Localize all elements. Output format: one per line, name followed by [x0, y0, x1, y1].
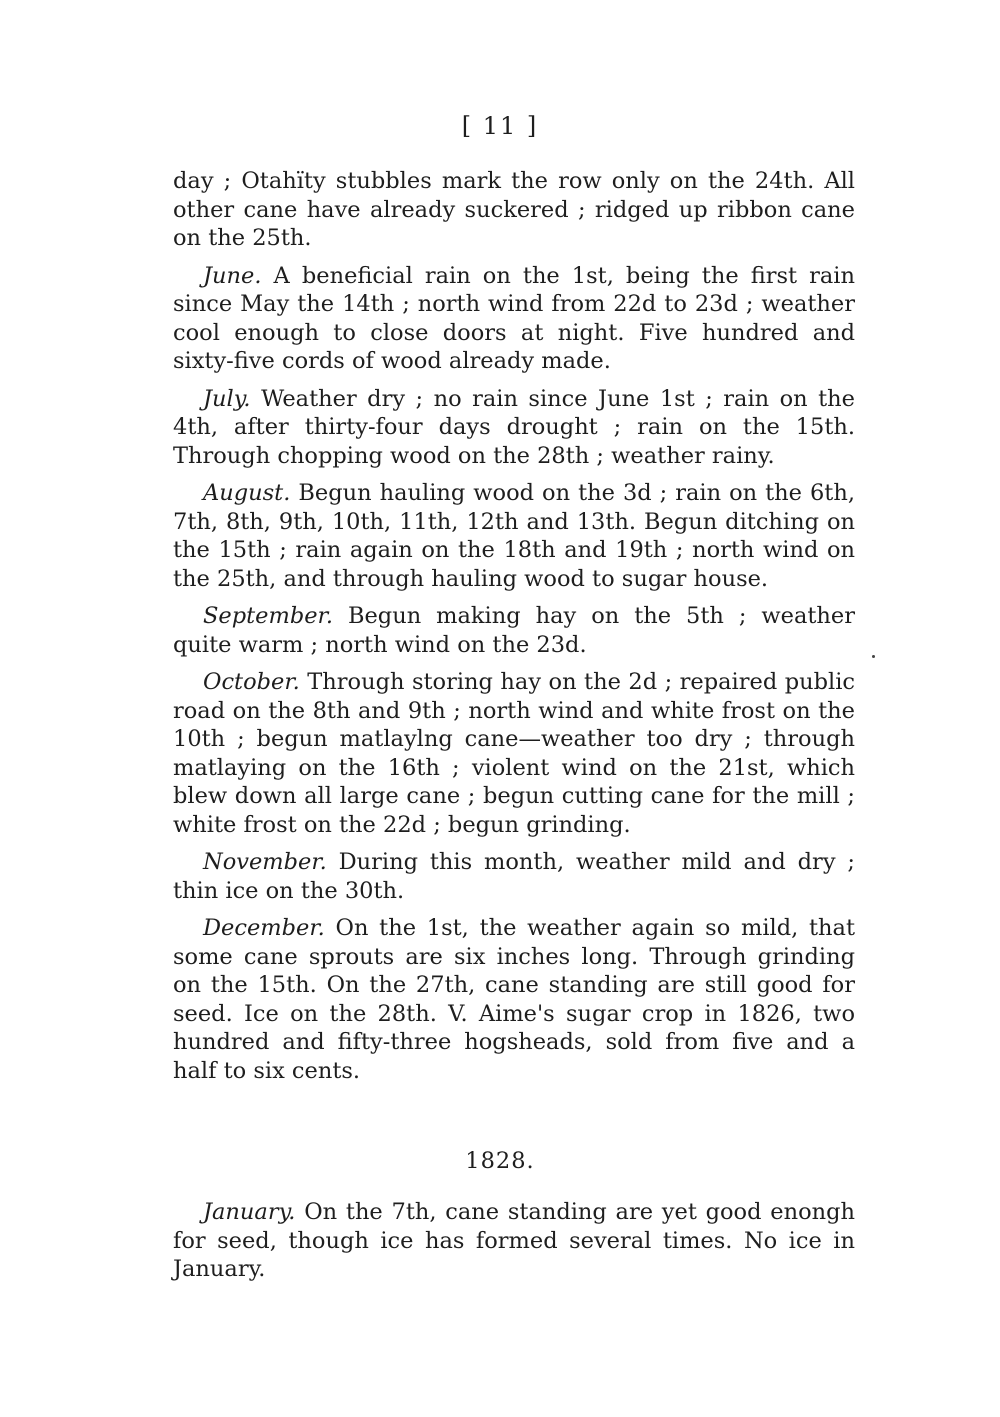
month-label: June. [203, 262, 262, 289]
continuation-paragraph: day ; Otahïty stubbles mark the row only on the 24th. All other cane have already suckered ; ridged up ribbon cane on the 25th. [173, 168, 855, 251]
year-heading: 1828. [465, 1148, 535, 1174]
entry-october [173, 668, 855, 839]
text-block-1828 [173, 1198, 855, 1284]
entry-text: A beneficial rain on the 1st, being the first rain since May the 14th ; north wind from 22d to 23d ; weather cool enough to close doors at night. Five hundred and sixty-five cords of wood already made. [173, 262, 855, 374]
month-label: July. [203, 385, 251, 412]
month-label: September. [203, 603, 333, 629]
entry-text: Weather dry ; no rain since June 1st ; rain on the 4th, after thirty-four days drought ; rain on the 15th. Through chopping wood on the 28th ; weather rainy. [173, 385, 855, 469]
entry-text: During this month, weather mild and dry ; thin ice on the 30th. [173, 849, 855, 904]
entry-december [173, 914, 855, 1085]
entry-august [173, 479, 855, 593]
month-label: October. [203, 669, 300, 695]
entry-november [173, 848, 855, 905]
text-block-1827 [173, 167, 855, 1085]
entry-text: Begun hauling wood on the 3d ; rain on the 6th, 7th, 8th, 9th, 10th, 11th, 12th and 13th. Begun ditching on the 15th ; rain again on the 18th and 19th ; north wind on the 25th, and through hauling wood to sugar house. [173, 480, 855, 592]
entry-text: On the 7th, cane standing are yet good enongh for seed, though ice has formed several times. No ice in January. [173, 1199, 855, 1282]
stray-ink-mark [872, 655, 875, 658]
entry-january [173, 1198, 855, 1284]
entry-text: On the 1st, the weather again so mild, that some cane sprouts are six inches long. Through grinding on the 15th. On the 27th, cane standing are still good for seed. Ice on the 28th. V. Aime's sugar crop in 1826, two hundred and fifty-three hogsheads, sold from five and a half to six cents. [173, 915, 855, 1084]
entry-september [173, 602, 855, 659]
entry-text: Begun making hay on the 5th ; weather quite warm ; north wind on the 23d. [173, 603, 855, 658]
month-label: December. [203, 915, 325, 941]
page-number: [ 11 ] [461, 112, 539, 140]
entry-june [173, 262, 855, 376]
entry-text: Through storing hay on the 2d ; repaired public road on the 8th and 9th ; north wind and white frost on the 10th ; begun matlaylng cane—weather too dry ; through matlaying on the 16th ; violent wind on the 21st, which blew down all large cane ; begun cutting cane for the mill ; white frost on the 22d ; begun grinding. [173, 669, 855, 838]
month-label: January. [203, 1199, 296, 1225]
entry-july [173, 385, 855, 471]
month-label: August. [203, 480, 291, 506]
month-label: November. [203, 849, 327, 875]
